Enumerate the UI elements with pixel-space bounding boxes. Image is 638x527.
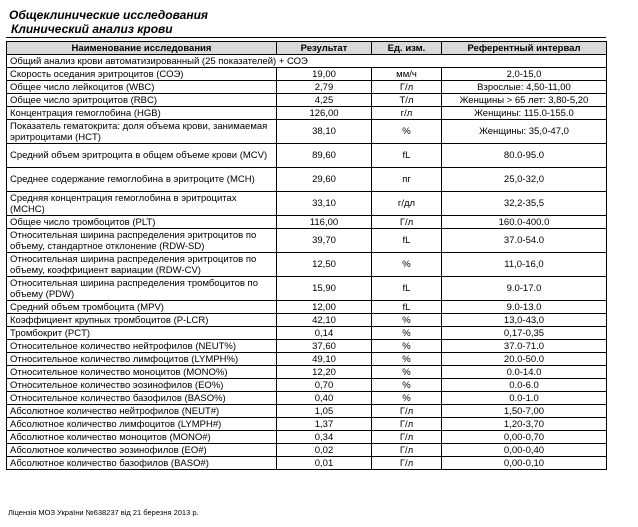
table-row xyxy=(7,192,607,216)
table-row xyxy=(7,144,607,168)
reference-range-cell: 11,0-16,0 xyxy=(442,253,607,277)
unit-cell: % xyxy=(372,392,442,405)
reference-range-cell: 0,17-0,35 xyxy=(442,327,607,340)
result-value-cell: 39,70 xyxy=(277,229,372,253)
reference-range-cell: Женщины: 115.0-155.0 xyxy=(442,107,607,120)
unit-cell: пг xyxy=(372,168,442,192)
unit-cell: fL xyxy=(372,144,442,168)
unit-cell: fL xyxy=(372,229,442,253)
test-name-cell: Концентрация гемоглобина (HGB) xyxy=(7,107,277,120)
reference-range-cell: Взрослые: 4,50-11,00 xyxy=(442,81,607,94)
result-value-cell: 19,00 xyxy=(277,68,372,81)
group-row xyxy=(7,55,607,68)
result-value-cell: 0,14 xyxy=(277,327,372,340)
unit-cell: г/дл xyxy=(372,192,442,216)
result-value-cell: 0,40 xyxy=(277,392,372,405)
reference-range-cell: 2,0-15,0 xyxy=(442,68,607,81)
reference-range-cell: 80.0-95.0 xyxy=(442,144,607,168)
result-value-cell: 37,60 xyxy=(277,340,372,353)
table-row xyxy=(7,107,607,120)
table-row xyxy=(7,431,607,444)
test-name-cell: Абсолютное количество базофилов (BASO#) xyxy=(7,457,277,470)
column-header-name: Наименование исследования xyxy=(7,42,277,55)
results-table xyxy=(6,41,607,470)
result-value-cell: 42,10 xyxy=(277,314,372,327)
group-label: Общий анализ крови автоматизированный (25 показателей) + СОЭ xyxy=(7,55,607,68)
reference-range-cell: 0,00-0,10 xyxy=(442,457,607,470)
table-row xyxy=(7,216,607,229)
table-row xyxy=(7,379,607,392)
test-name-cell: Показатель гематокрита: доля объема крови, занимаемая эритроцитами (HCT) xyxy=(7,120,277,144)
reference-range-cell: 0.0-14.0 xyxy=(442,366,607,379)
result-value-cell: 15,90 xyxy=(277,277,372,301)
test-name-cell: Относительная ширина распределения эритроцитов по объему, коэффициент вариации (RDW-CV) xyxy=(7,253,277,277)
test-name-cell: Относительное количество эозинофилов (EO%) xyxy=(7,379,277,392)
result-value-cell: 1,37 xyxy=(277,418,372,431)
unit-cell: % xyxy=(372,379,442,392)
unit-cell: Г/л xyxy=(372,418,442,431)
table-row xyxy=(7,301,607,314)
reference-range-cell: 0,00-0,70 xyxy=(442,431,607,444)
test-name-cell: Абсолютное количество моноцитов (MONO#) xyxy=(7,431,277,444)
results-table-body xyxy=(7,55,607,470)
table-row xyxy=(7,68,607,81)
test-name-cell: Среднее содержание гемоглобина в эритроците (MCH) xyxy=(7,168,277,192)
unit-cell: Г/л xyxy=(372,431,442,444)
reference-range-cell: 13,0-43,0 xyxy=(442,314,607,327)
test-name-cell: Тромбокрит (PCT) xyxy=(7,327,277,340)
table-row xyxy=(7,314,607,327)
result-value-cell: 126,00 xyxy=(277,107,372,120)
table-row xyxy=(7,340,607,353)
license-footer: Ліцензія МОЗ України №638237 від 21 березня 2013 р. xyxy=(8,508,199,517)
reference-range-cell: 0.0-1.0 xyxy=(442,392,607,405)
table-row xyxy=(7,327,607,340)
result-value-cell: 0,01 xyxy=(277,457,372,470)
table-header-row xyxy=(7,42,607,55)
test-name-cell: Общее число лейкоцитов (WBC) xyxy=(7,81,277,94)
result-value-cell: 12,50 xyxy=(277,253,372,277)
result-value-cell: 12,00 xyxy=(277,301,372,314)
section-title: Общеклинические исследования xyxy=(9,8,208,22)
table-row xyxy=(7,392,607,405)
unit-cell: % xyxy=(372,314,442,327)
table-row xyxy=(7,353,607,366)
result-value-cell: 0,02 xyxy=(277,444,372,457)
result-value-cell: 33,10 xyxy=(277,192,372,216)
result-value-cell: 89,60 xyxy=(277,144,372,168)
table-row xyxy=(7,366,607,379)
column-header-reference: Референтный интервал xyxy=(442,42,607,55)
reference-range-cell: 160.0-400.0 xyxy=(442,216,607,229)
test-name-cell: Абсолютное количество лимфоцитов (LYMPH#) xyxy=(7,418,277,431)
unit-cell: Г/л xyxy=(372,81,442,94)
test-name-cell: Относительное количество нейтрофилов (NEUT%) xyxy=(7,340,277,353)
reference-range-cell: 1,50-7,00 xyxy=(442,405,607,418)
test-name-cell: Общее число тромбоцитов (PLT) xyxy=(7,216,277,229)
unit-cell: % xyxy=(372,120,442,144)
reference-range-cell: 1,20-3,70 xyxy=(442,418,607,431)
table-row xyxy=(7,168,607,192)
reference-range-cell: 32,2-35,5 xyxy=(442,192,607,216)
result-value-cell: 49,10 xyxy=(277,353,372,366)
unit-cell: % xyxy=(372,340,442,353)
test-name-cell: Относительная ширина распределения эритроцитов по объему, стандартное отклонение (RDW-SD) xyxy=(7,229,277,253)
test-name-cell: Средний объем тромбоцита (MPV) xyxy=(7,301,277,314)
unit-cell: % xyxy=(372,353,442,366)
test-name-cell: Коэффициент крупных тромбоцитов (P-LCR) xyxy=(7,314,277,327)
table-row xyxy=(7,457,607,470)
table-row xyxy=(7,81,607,94)
section-subtitle: Клинический анализ крови xyxy=(11,22,173,36)
result-value-cell: 116,00 xyxy=(277,216,372,229)
unit-cell: Г/л xyxy=(372,444,442,457)
test-name-cell: Скорость оседания эритроцитов (СОЭ) xyxy=(7,68,277,81)
test-name-cell: Относительное количество моноцитов (MONO%) xyxy=(7,366,277,379)
result-value-cell: 38,10 xyxy=(277,120,372,144)
test-name-cell: Средний объем эритроцита в общем объеме крови (MCV) xyxy=(7,144,277,168)
unit-cell: % xyxy=(372,327,442,340)
table-row xyxy=(7,253,607,277)
reference-range-cell: 9.0-17.0 xyxy=(442,277,607,301)
result-value-cell: 2,79 xyxy=(277,81,372,94)
result-value-cell: 4,25 xyxy=(277,94,372,107)
unit-cell: Г/л xyxy=(372,216,442,229)
result-value-cell: 0,70 xyxy=(277,379,372,392)
test-name-cell: Средняя концентрация гемоглобина в эритроцитах (MCHC) xyxy=(7,192,277,216)
table-row xyxy=(7,120,607,144)
reference-range-cell: Женщины: 35,0-47,0 xyxy=(442,120,607,144)
test-name-cell: Относительная ширина распределения тромбоцитов по объему (PDW) xyxy=(7,277,277,301)
reference-range-cell: 25,0-32,0 xyxy=(442,168,607,192)
title-divider xyxy=(6,37,606,38)
unit-cell: fL xyxy=(372,301,442,314)
unit-cell: Т/л xyxy=(372,94,442,107)
unit-cell: Г/л xyxy=(372,405,442,418)
reference-range-cell: 37.0-71.0 xyxy=(442,340,607,353)
result-value-cell: 29,60 xyxy=(277,168,372,192)
result-value-cell: 0,34 xyxy=(277,431,372,444)
reference-range-cell: 0.0-6.0 xyxy=(442,379,607,392)
test-name-cell: Относительное количество базофилов (BASO%) xyxy=(7,392,277,405)
test-name-cell: Абсолютное количество эозинофилов (EO#) xyxy=(7,444,277,457)
reference-range-cell: 20.0-50.0 xyxy=(442,353,607,366)
result-value-cell: 1,05 xyxy=(277,405,372,418)
test-name-cell: Относительное количество лимфоцитов (LYMPH%) xyxy=(7,353,277,366)
test-name-cell: Абсолютное количество нейтрофилов (NEUT#) xyxy=(7,405,277,418)
unit-cell: % xyxy=(372,253,442,277)
table-row xyxy=(7,444,607,457)
column-header-unit: Ед. изм. xyxy=(372,42,442,55)
result-value-cell: 12,20 xyxy=(277,366,372,379)
reference-range-cell: 9.0-13.0 xyxy=(442,301,607,314)
reference-range-cell: 0,00-0,40 xyxy=(442,444,607,457)
table-row xyxy=(7,94,607,107)
table-row xyxy=(7,418,607,431)
test-name-cell: Общее число эритроцитов (RBC) xyxy=(7,94,277,107)
unit-cell: мм/ч xyxy=(372,68,442,81)
unit-cell: % xyxy=(372,366,442,379)
reference-range-cell: Женщины > 65 лет: 3,80-5,20 xyxy=(442,94,607,107)
table-row xyxy=(7,405,607,418)
table-row xyxy=(7,277,607,301)
column-header-result: Результат xyxy=(277,42,372,55)
unit-cell: Г/л xyxy=(372,457,442,470)
unit-cell: г/л xyxy=(372,107,442,120)
unit-cell: fL xyxy=(372,277,442,301)
table-row xyxy=(7,229,607,253)
reference-range-cell: 37.0-54.0 xyxy=(442,229,607,253)
